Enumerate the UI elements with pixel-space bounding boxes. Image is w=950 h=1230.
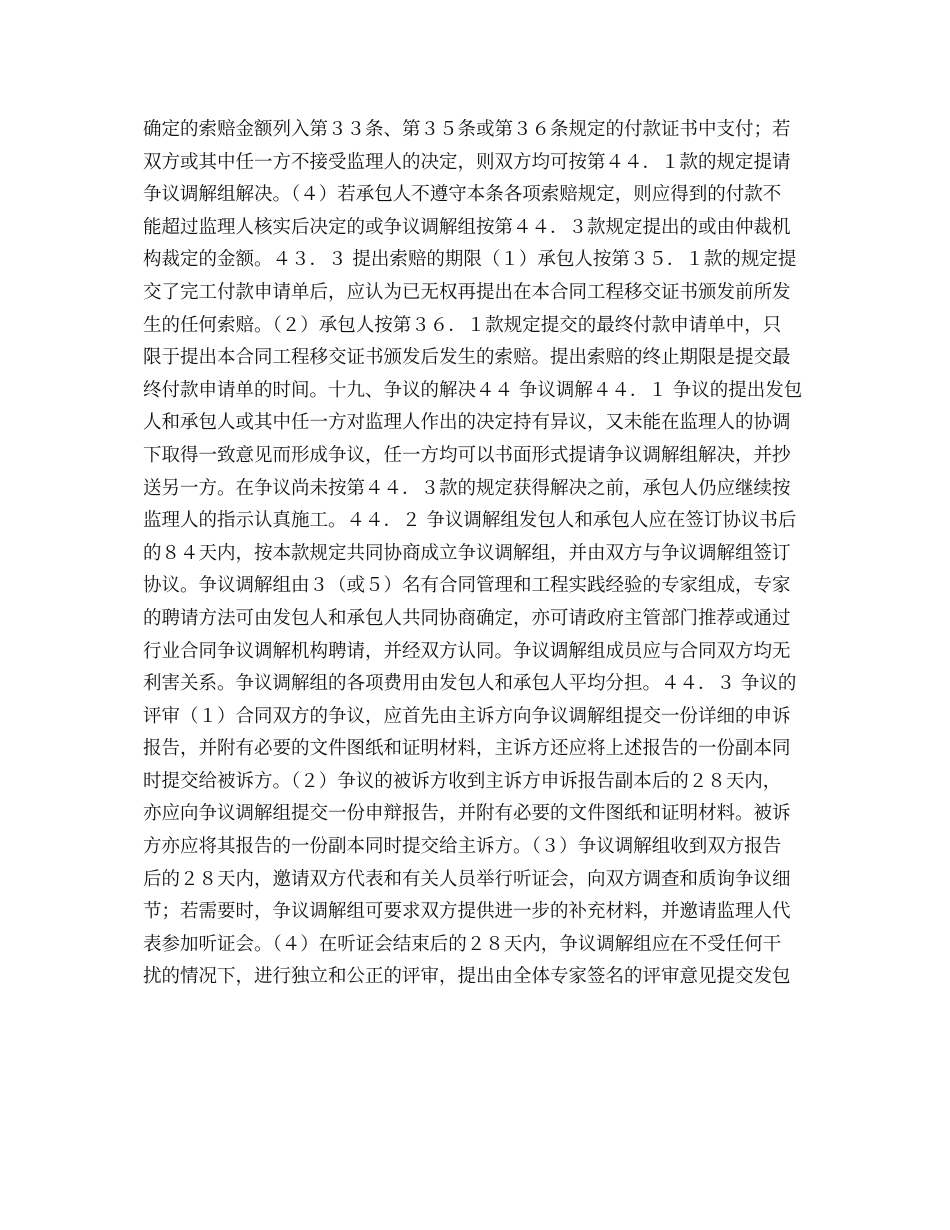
text-line: 的８４天内，按本款规定共同协商成立争议调解组，并由双方与争议调解组签订: [143, 542, 791, 564]
text-line: 终付款申请单的时间。十九、争议的解决４４ 争议调解４４．１ 争议的提出发包: [143, 379, 803, 401]
text-line: 利害关系。争议调解组的各项费用由发包人和承包人平均分担。４４．３ 争议的: [143, 673, 797, 695]
text-line: 送另一方。在争议尚未按第４４．３款的规定获得解决之前，承包人仍应继续按: [143, 477, 791, 499]
text-line: 争议调解组解决。（４）若承包人不遵守本条各项索赔规定，则应得到的付款不: [143, 184, 782, 206]
text-line: 时提交给被诉方。（２）争议的被诉方收到主诉方申诉报告副本后的２８天内，: [143, 770, 782, 792]
text-line: 表参加听证会。（４）在听证会结束后的２８天内，争议调解组应在不受任何干: [143, 933, 782, 955]
text-line: 的聘请方法可由发包人和承包人共同协商确定，亦可请政府主管部门推荐或通过: [143, 607, 791, 629]
text-line: 确定的索赔金额列入第３３条、第３５条或第３６条规定的付款证书中支付；若: [143, 119, 791, 140]
text-line: 行业合同争议调解机构聘请，并经双方认同。争议调解组成员应与合同双方均无: [143, 640, 791, 662]
text-line: 节；若需要时，争议调解组可要求双方提供进一步的补充材料，并邀请监理人代: [143, 901, 791, 923]
text-line: 评审（１）合同双方的争议，应首先由主诉方向争议调解组提交一份详细的申诉: [143, 705, 791, 727]
body-text: [143, 114, 823, 994]
text-line: 下取得一致意见而形成争议，任一方均可以书面形式提请争议调解组解决，并抄: [143, 444, 791, 466]
text-line: 监理人的指示认真施工。４４．２ 争议调解组发包人和承包人应在签订协议书后: [143, 510, 797, 532]
text-line: 构裁定的金额。４３．３ 提出索赔的期限（１）承包人按第３５．１款的规定提: [143, 249, 797, 271]
text-line: 交了完工付款申请单后，应认为已无权再提出在本合同工程移交证书颁发前所发: [143, 281, 791, 303]
text-line: 限于提出本合同工程移交证书颁发后发生的索赔。提出索赔的终止期限是提交最: [143, 347, 791, 369]
text-line: 亦应向争议调解组提交一份申辩报告，并附有必要的文件图纸和证明材料。被诉: [143, 803, 791, 825]
text-line: 协议。争议调解组由３（或５）名有合同管理和工程实践经验的专家组成，专家: [143, 575, 791, 597]
text-line: 双方或其中任一方不接受监理人的决定，则双方均可按第４４．１款的规定提请: [143, 151, 791, 173]
text-line: 人和承包人或其中任一方对监理人作出的决定持有异议，又未能在监理人的协调: [143, 412, 791, 434]
text-line: 报告，并附有必要的文件图纸和证明材料，主诉方还应将上述报告的一份副本同: [143, 738, 791, 760]
text-line: 后的２８天内，邀请双方代表和有关人员举行听证会，向双方调查和质询争议细: [143, 868, 791, 890]
text-line: 扰的情况下，进行独立和公正的评审，提出由全体专家签名的评审意见提交发包: [143, 966, 791, 988]
text-line: 生的任何索赔。（２）承包人按第３６．１款规定提交的最终付款申请单中，只: [143, 314, 782, 336]
text-line: 能超过监理人核实后决定的或争议调解组按第４４．３款规定提出的或由仲裁机: [143, 216, 791, 238]
text-line: 方亦应将其报告的一份副本同时提交给主诉方。（３）争议调解组收到双方报告: [143, 836, 782, 858]
